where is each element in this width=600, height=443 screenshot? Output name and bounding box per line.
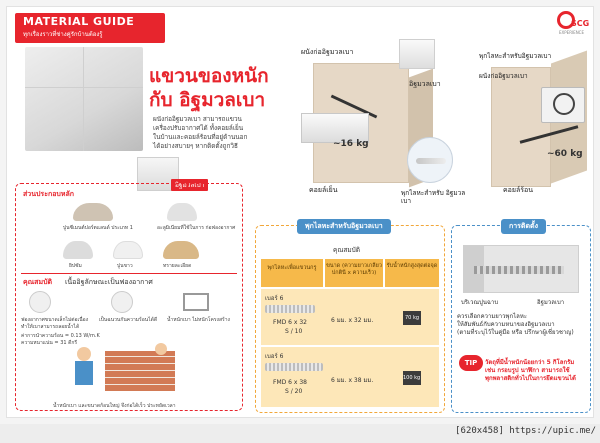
anchor-label-right: พุกไลหะสำหรับอิฐมวลเบา <box>479 52 552 60</box>
sand-pile-icon <box>163 241 199 259</box>
anchor-table-title: พุกไลหะสำหรับอิฐมวลเบา <box>297 219 391 234</box>
intro-text: ผนังก่ออิฐมวลเบา สามารถแขวน เครื่องปรับอากาศได้ ทั้งคอยล์เย็น ในบ้านและคอยล์ร้อนที่อยู่ด้านนอก ได้อย่างสบายๆ หากติดตั้งถูกวิธี <box>153 115 248 150</box>
lime-pile-icon <box>113 241 143 259</box>
property-foam: ฟองอากาศขนาดเล็กไม่ต่อเนื่อง ทำให้เบาสามารถลอยน้ำได้ <box>21 317 89 330</box>
density-note2: ความหนาแน่น = 31 ดีกรี <box>21 340 78 346</box>
workers-illustration <box>67 343 187 403</box>
tip-badge: TIP <box>459 355 483 371</box>
row1-model: FMD 6 x 32 <box>273 319 307 326</box>
infographic-page <box>6 6 594 418</box>
weight-indoor: ~16 kg <box>333 139 369 149</box>
install-cross-section <box>463 245 579 293</box>
row2-model: FMD 6 x 38 <box>273 379 307 386</box>
label-block: อิฐมวลเบา <box>537 299 565 306</box>
property-light: น้ำหนักเบา ไม่หนักโครงสร้าง <box>167 317 230 323</box>
row1-sub: S / 10 <box>285 328 303 335</box>
worker-caption: น้ำหนักเบา และขนาดก้อนใหญ่ จึงก่อได้เร็ว ประหยัดเวลา <box>53 403 176 409</box>
anchor-label-left: พุกไลหะสำหรับ อิฐมวลเบา <box>401 189 466 205</box>
item-lime: ปูนขาว <box>117 263 133 269</box>
property-insulation: เป็นฉนวนกันความร้อนได้ดี <box>99 317 158 323</box>
row1-size-no: เบอร์ 6 <box>265 295 284 302</box>
wall-label-right: ผนังก่ออิฐมวลเบา <box>479 72 528 80</box>
property-title: เนื้ออิฐลักษณะเป็นฟองอากาศ <box>65 278 153 286</box>
block-tag: อิฐมวลเบา <box>171 179 208 191</box>
section-divider <box>21 273 237 274</box>
item-aluminium: อะลูมิเนียมที่ใช้ในการ ก่อฟองอากาศ <box>157 225 236 231</box>
cement-pile-icon <box>73 203 113 221</box>
composition-title: ส่วนประกอบหลัก <box>23 190 74 198</box>
col-header-load: รับน้ำหนักสูงสุดต่อจุด <box>385 259 439 287</box>
scg-logo <box>555 11 593 37</box>
row2-dimension: 6 มม. x 38 มม. <box>331 377 374 384</box>
row1-load: 70 kg <box>405 315 420 321</box>
headline-line1: แขวนของหนัก <box>149 65 269 87</box>
anchor-screw-icon <box>265 305 315 313</box>
item-gypsum: ยิปซัม <box>69 263 82 269</box>
coil-label-indoor: คอยล์เย็น <box>309 186 338 194</box>
wall-label-left: ผนังก่ออิฐมวลเบา <box>301 48 354 56</box>
header-subtitle: ทุกเรื่องราวที่ช่างคู่รักบ้านต้องรู้ <box>23 31 103 38</box>
gypsum-pile-icon <box>63 241 93 259</box>
insulation-icon <box>111 291 133 313</box>
density-note: ค่าการนำความร้อน = 0.13 W/m.K <box>21 333 100 339</box>
row2-sub: S / 20 <box>285 388 303 395</box>
item-sand: ทรายละเอียด <box>163 263 192 269</box>
row1-dimension: 6 มม. x 32 มม. <box>331 317 374 324</box>
anchor-zoom-circle <box>407 137 453 183</box>
property-title-prefix: คุณสมบัติ <box>23 278 53 286</box>
install-title: การติดตั้ง <box>501 219 546 234</box>
aluminium-pile-icon <box>167 203 197 221</box>
coil-label-outdoor: คอยล์ร้อน <box>503 186 534 194</box>
label-plaster: บริเวณปูนฉาบ <box>461 299 499 306</box>
headline-line2: กับ อิฐมวลเบา <box>149 89 266 111</box>
col-header-size: ขนาด (ความยาวเกลียวปกตินี x ความเร็ว) <box>325 259 383 287</box>
spec-header: คุณสมบัติ <box>333 246 360 254</box>
weight-outdoor: ~60 kg <box>547 149 583 159</box>
image-credit: [620x458] https://upic.me/ <box>455 426 596 436</box>
anchor-screw-icon <box>265 363 323 371</box>
foam-bubbles-icon <box>29 291 51 313</box>
row2-load: 100 kg <box>403 375 421 381</box>
hero-block-image <box>25 47 143 151</box>
row2-size-no: เบอร์ 6 <box>265 353 284 360</box>
outdoor-coil-diagram <box>491 47 591 187</box>
tip-text: วัตถุที่มีน้ำหนักน้อยกว่า 5 กิโลกรัม เช่น กรอบรูป นาฬิกา สามารถใช้ พุกพลาสติกทั่วไปในการยึดแขวนได้ <box>485 359 576 382</box>
frame-icon <box>183 293 209 311</box>
item-cement: ปูนซีเมนต์ปอร์ตแลนด์ ประเภท 1 <box>63 225 133 231</box>
header-title: MATERIAL GUIDE <box>23 15 135 28</box>
brand-name: SCG <box>571 19 590 28</box>
install-advice: ควรเลือกความยาวพุกไลหะ ให้สัมพันธ์กับความหนาของอิฐมวลเบา (ตามที่ระบุไว้ในคู่มือ หรือ ปรึกษาผู้เชี่ยวชาญ) <box>457 313 574 336</box>
brand-sub: EXPERIENCE <box>559 30 585 35</box>
block-label-left: อิฐมวลเบา <box>409 80 441 88</box>
col-header-anchor: พุกไลหะเพื่อแขวนกรู <box>261 259 323 287</box>
